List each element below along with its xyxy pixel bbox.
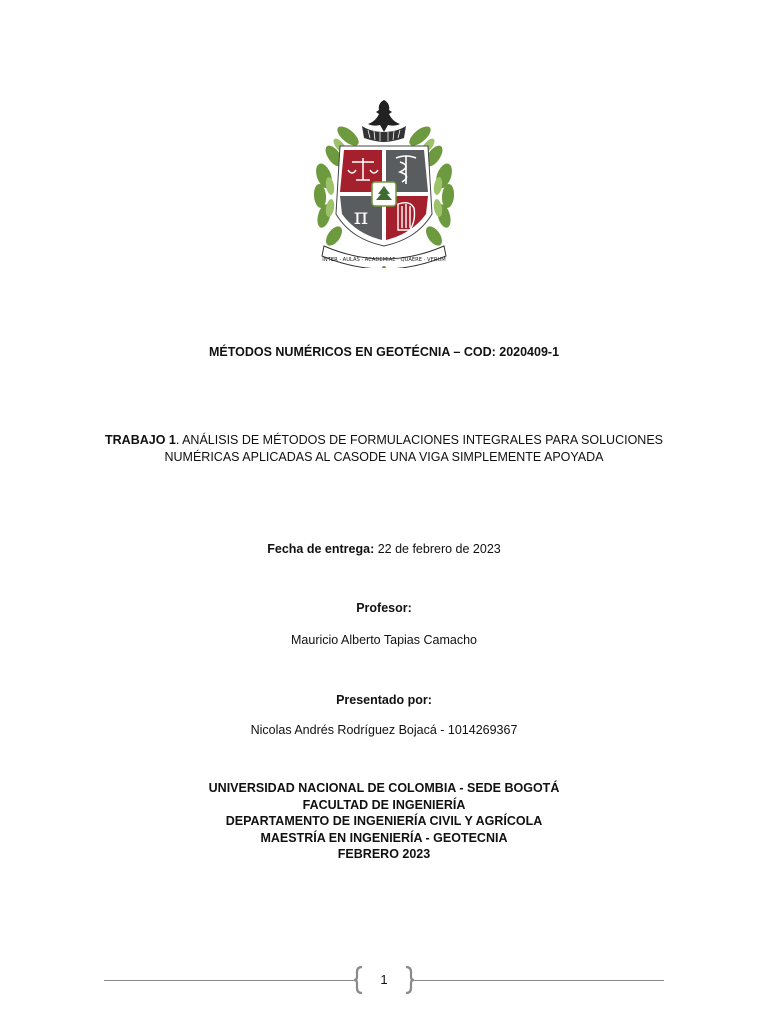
assignment-label: TRABAJO 1 xyxy=(105,433,176,447)
due-date-value: 22 de febrero de 2023 xyxy=(374,542,501,556)
footer-rule-right xyxy=(414,980,664,981)
due-date-label: Fecha de entrega: xyxy=(267,542,375,556)
assignment-title-line-2: NUMÉRICAS APLICADAS AL CASODE UNA VIGA SIMPLEMENTE APOYADA xyxy=(164,450,604,464)
professor-label: Profesor: xyxy=(356,601,412,615)
svg-text:π: π xyxy=(353,205,369,230)
assignment-title-rest: . ANÁLISIS DE MÉTODOS DE FORMULACIONES INTEGRALES PARA SOLUCIONES xyxy=(175,433,663,447)
presented-by-name: Nicolas Andrés Rodríguez Bojacá - 1014269367 xyxy=(250,723,518,737)
footer-rule-left xyxy=(104,980,354,981)
presented-by-label: Presentado por: xyxy=(336,693,432,707)
program-name: MAESTRÍA EN INGENIERÍA - GEOTECNIA xyxy=(260,830,508,845)
crest-motto: INTER · AULAS · ACADEMIAE · QUAERE · VERUM xyxy=(322,257,446,263)
department-name: DEPARTAMENTO DE INGENIERÍA CIVIL Y AGRÍCOLA xyxy=(225,814,543,828)
course-title: MÉTODOS NUMÉRICOS EN GEOTÉCNIA – COD: 2020409-1 xyxy=(208,345,560,359)
institution-block xyxy=(0,780,768,863)
professor-name: Mauricio Alberto Tapias Camacho xyxy=(291,633,477,647)
due-date xyxy=(0,541,768,557)
faculty-name: FACULTAD DE INGENIERÍA xyxy=(302,797,466,812)
university-crest-logo xyxy=(310,96,458,268)
university-name: UNIVERSIDAD NACIONAL DE COLOMBIA - SEDE BOGOTÁ xyxy=(208,781,560,795)
page-number: 1 xyxy=(380,972,388,987)
assignment-title-line-1 xyxy=(0,432,768,448)
document-date: FEBRERO 2023 xyxy=(337,847,431,861)
